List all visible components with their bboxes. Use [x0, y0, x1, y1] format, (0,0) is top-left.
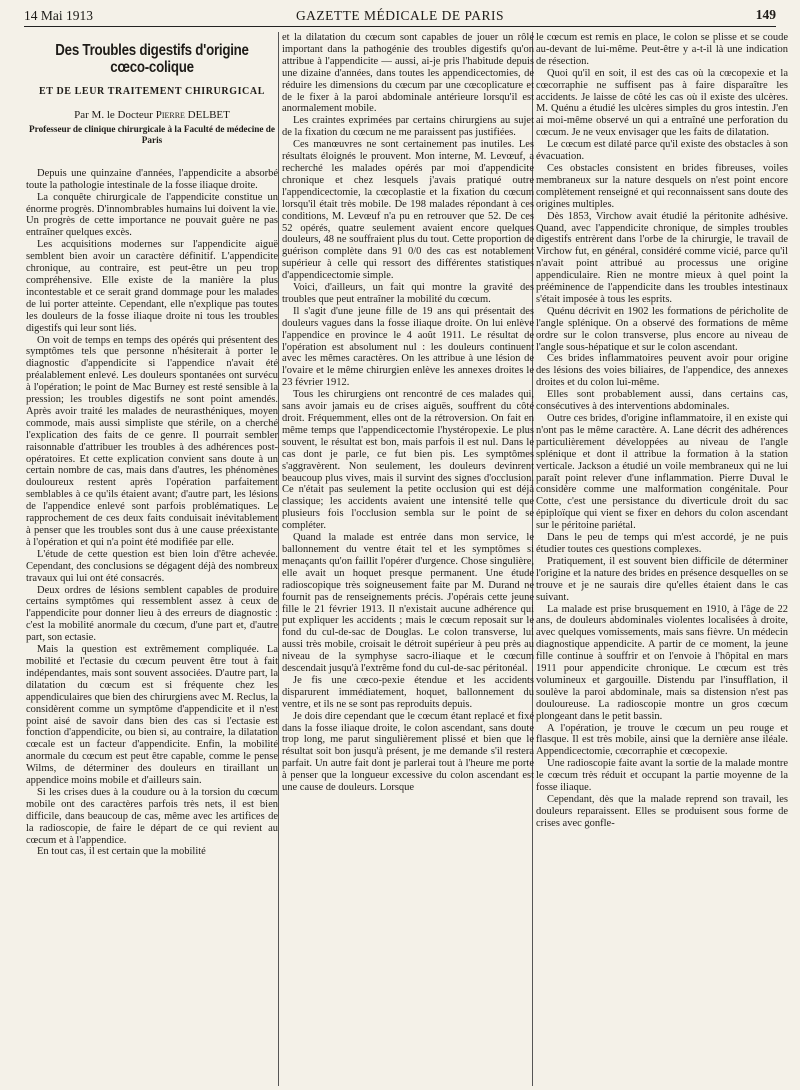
journal-title: GAZETTE MÉDICALE DE PARIS: [295, 8, 505, 23]
paragraph: Pratiquement, il est souvent bien difficile de déterminer l'origine et la nature des brides en présence desquelles on se trouve et je ne saurais dire qu'elles étaient dans le cas suivant.: [536, 555, 788, 603]
text-column-1: [26, 32, 278, 1086]
paragraph: Elles sont probablement aussi, dans certains cas, consécutives à des interventions abdominales.: [536, 389, 788, 413]
column-body: [282, 32, 534, 794]
column-body: [536, 32, 788, 830]
paragraph: Voici, d'ailleurs, un fait qui montre la gravité des troubles que peut entraîner la mobilité du cœcum.: [282, 282, 534, 305]
author-prefix: Par M. le Docteur: [74, 108, 156, 121]
paragraph: Tous les chirurgiens ont rencontré de ces malades qui, sans avoir jamais eu de crises aiguës, souffrent du côté droit. Fréquemment, elles ont de la rétroversion. On fait en même temps que l'appendicectomie l'hystéropexie. Le plus souvent, le résultat est bon, mais parfois il est nul. Dans le cas dont je parle, ce fut bien pis. Les symptômes s'aggravèrent. Non seulement, les douleurs devinrent beaucoup plus vives, mais il survint des signes d'occlusion. Ce n'était pas seulement la petite occlusion qui est déjà classique; les accidents avaient une intensité telle que plusieurs fois l'occlusion sembla sur le point de se compléter.: [282, 389, 534, 532]
text-column-2: [282, 32, 534, 1086]
paragraph: Quénu décrivit en 1902 les formations de péricholite de l'angle splénique. On a observé des formations de même ordre sur le colon transverse, plus encore au niveau de l'angle sous-hépatique et sur le colon ascendant.: [536, 305, 788, 353]
article-author: [26, 110, 278, 122]
paragraph: Depuis une quinzaine d'années, l'appendicite a absorbé toute la pathologie intestinale de la fosse iliaque droite.: [26, 167, 278, 191]
paragraph: La malade est prise brusquement en 1910, à l'âge de 22 ans, de douleurs abdominales violentes localisées à droite, avec quelques vomissements, mais sans fièvre. Un médecin diagnostique appendicite. A partir de ce moment, la jeune fille continue à souffrir et on l'envoie à l'hôpital en mars 1911 pour appendicite chronique. Le cœcum est très volumineux et gargouille. Distendu par l'insufflation, il soulève la paroi abdominale, mais sa distension n'est pas douloureuse. La radioscopie montre un gros cœcum plongeant dans le petit bassin.: [536, 603, 788, 722]
paragraph: Cependant, dès que la malade reprend son travail, les douleurs reparaissent. Elles se produisent sous forme de crises avec gonfle-: [536, 794, 788, 829]
text-column-3: [536, 32, 788, 1086]
paragraph: Dès 1853, Virchow avait étudié la péritonite adhésive. Quand, avec l'appendicite chronique, de simples troubles digestifs entrèrent dans l'orbe de la chirurgie, le travail de Virchow fut, en général, considéré comme vicié, parce qu'il n'avait point attribué au processus une origine appendiculaire. Rien ne montre mieux à quel point la prééminence de l'appendicite dans les troubles intestinaux s'était imposée à tous les esprits.: [536, 210, 788, 305]
paragraph: On voit de temps en temps des opérés qui présentent des symptômes tels que personne n'hésiterait à porter le diagnostic d'appendicite si l'appendice n'avait été préalablement enlevé. Les douleurs spontanées ont survécu à l'opération; le point de Mac Burney est resté sensible à la pression; les troubles digestifs ne sont point amendés. Après avoir traité les malades de neurasthéniques, moyen commode, mais aussi simpliste que stérile, on a cherché l'explication des faits de ce genre. Il pourrait sembler raisonnable d'attribuer les troubles à des adhérences post-opératoires. Et cette explication convient sans doute à un certain nombre de cas, mais dans d'autres, les phénomènes douloureux restent après l'opération parfaitement semblables à ce qu'ils étaient avant; d'autre part, les lésions de l'appendice enlevé sont parfois problématiques. Le rapprochement de ces deux faits conduisait inévitablement à penser que les troubles sont dus à une cause préexistante à l'opération et qui n'a point été modifiée par elle.: [26, 334, 278, 548]
paragraph: Les acquisitions modernes sur l'appendicite aiguë semblent bien avoir un caractère définitif. L'appendicite chronique, au contraire, est peut-être un peu trop compréhensive. Elle existe de la manière la plus incontestable et ce serait grand dommage pour les malades de lui porter atteinte. Cependant, elle n'explique pas toutes les douleurs de la fosse iliaque droite ni tous les troubles digestifs qui leur sont liés.: [26, 239, 278, 334]
paragraph: Une radioscopie faite avant la sortie de la malade montre le cœcum très réduit et occupant la partie moyenne de la fosse iliaque.: [536, 758, 788, 794]
page-number: 149: [755, 7, 776, 22]
paragraph: Je fis une cœco-pexie étendue et les accidents disparurent immédiatement, hoquet, ballonnement du ventre, et ils ne se sont pas reproduits depuis.: [282, 674, 534, 710]
author-affiliation: Professeur de clinique chirurgicale à la Faculté de médecine de Paris: [29, 123, 275, 145]
paragraph: Mais la question est extrêmement compliquée. La mobilité et l'ectasie du cœcum peuvent être tout à fait indépendantes, mais sont souvent associées. D'autre part, la dilatation du cœcum est si fréquente chez les appendiculaires que bien des chirurgiens avec M. Reclus, la considèrent comme un symptôme d'appendicite et il n'est point aisé de savoir dans bien des cas si l'ectasie est fonction d'appendicite, ou bien si, au contraire, la dilatation cœcale est un facteur d'appendicite. Enfin, la mobilité anormale du cœcum est peut être capable, comme le pense Wilms, de déterminer des douleurs en tiraillant un appendice moins mobile et d'ailleurs sain.: [26, 644, 278, 787]
paragraph: La conquête chirurgicale de l'appendicite constitue un énorme progrès. D'innombrables humains lui doivent la vie. Un progrès de cette importance ne pouvait guère ne pas entraîner quelques excès.: [26, 191, 278, 239]
page-header: [24, 4, 776, 27]
paragraph: Le cœcum est dilaté parce qu'il existe des obstacles à son évacuation.: [536, 139, 788, 163]
issue-date: 14 Mai 1913: [24, 8, 93, 23]
paragraph: A l'opération, je trouve le cœcum un peu rouge et flasque. Il est très mobile, ainsi que la dernière anse iléale. Appendicectomie, cœcorraphie et cœcopexie.: [536, 722, 788, 758]
article-title: Des Troubles digestifs d'origine cœco-colique: [55, 42, 249, 76]
paragraph: Ces brides inflammatoires peuvent avoir pour origine des lésions des voies biliaires, de l'appendice, des annexes droites et du colon lui-même.: [536, 353, 788, 389]
column-body: [26, 168, 278, 859]
paragraph: Je dois dire cependant que le cœcum étant replacé et fixé dans la fosse iliaque droite, le colon ascendant, sans doute trop long, me parut singulièrement plissé et bien que le résultat soit bon jusqu'à présent, je me demande s'il restera parfait. Un autre fait dont je parlerai tout à l'heure me porte à penser que la longueur excessive du colon ascendant est une cause de douleurs. Lorsque: [282, 710, 534, 794]
author-name: Pierre DELBET: [155, 108, 230, 121]
paragraph: Il s'agit d'une jeune fille de 19 ans qui présentait des douleurs vagues dans la fosse iliaque droite. On lui enlève l'appendice en province le 4 août 1911. Le résultat de l'opération est absolument nul : les douleurs continuent avec les mêmes caractères. On les attribue à une lésion de l'ovaire et le même chirurgien enlève les annexes droites le 23 février 1912.: [282, 305, 534, 389]
paragraph: Quand la malade est entrée dans mon service, le ballonnement du ventre était tel et les symptômes si menaçants qu'on faillit l'opérer d'urgence. Chose singulière, elle avait un hoquet presque permanent. Une étude radioscopique très soigneusement faite par M. Durand ne fournit pas de renseignements précis. J'opérais cette jeune fille le 21 février 1913. Il n'existait aucune adhérence qui put expliquer les accidents ; mais le cœcum reposait sur le fond du cul-de-sac de Douglas. Le colon transverse, lui aussi très mobile, croisait le détroit supérieur à peu près au niveau de la symphyse sacro-iliaque et le cœcum descendait jusqu'à l'extrême fond du cul-de-sac péritonéal.: [282, 532, 534, 675]
column-divider: [278, 32, 279, 1086]
paragraph: Dans le peu de temps qui m'est accordé, je ne puis étudier toutes ces questions complexes.: [536, 532, 788, 555]
paragraph: En tout cas, il est certain que la mobilité: [37, 846, 206, 858]
paragraph: Ces manœuvres ne sont certainement pas inutiles. Les résultats éloignés le prouvent. Mon interne, M. Levœuf, a recherché les malades opérés par moi d'appendicite chronique et chez lesquels j'avais pratiqué outre l'appendicectomie, la cœcoplastie et la fixation du cœcum lorsqu'il était très mobile. De 198 malades répondant à ces conditions, M. Levœuf n'a pu en retrouver que 52. De ces 52 opérés, quatre seulement avaient encore quelques douleurs, 48 ne souffraient plus du tout. Cette proportion de guérison complète dans 91 0/0 des cas est notablement supérieur à celle qui ressort des différentes statistiques d'appendicectomie simple.: [282, 139, 534, 282]
paragraph: Les craintes exprimées par certains chirurgiens au sujet de la fixation du cœcum ne me paraissent pas justifiées.: [282, 115, 534, 139]
article-subtitle: ET DE LEUR TRAITEMENT CHIRURGICAL: [39, 86, 265, 97]
paragraph: Si les crises dues à la coudure ou à la torsion du cœcum mobile ont des caractères parfois très nets, il est bien difficile, dans beaucoup de cas, même avec les artifices de la radioscopie, de faire le départ de ce qui revient au cœcum et à l'appendice.: [26, 786, 278, 846]
paragraph: Quoi qu'il en soit, il est des cas où la cœcopexie et la cœcorraphie ne suffisent pas à faire disparaître les accidents. Je laisse de côté les cas où il existe des ulcères. M. Quénu a étudié les ulcères simples du gros intestin. J'en ai moi-même observé un qui a entraîné une perforation du cœcum. Je ne veux envisager que les faits de dilatation.: [536, 67, 788, 139]
paragraph: Deux ordres de lésions semblent capables de produire certains symptômes qui ressemblent assez à ceux de l'appendicite pour donner lieu à des erreurs de diagnostic : c'est la mobilité anormale du cœcum, d'une part et, d'autre part, son ectasie.: [26, 584, 278, 644]
paragraph: et la dilatation du cœcum sont capables de jouer un rôle important dans la pathogénie des troubles digestifs qu'on attribue à l'appendicite — aussi, ai-je pris l'habitude depuis une dizaine d'années, dans toutes les appendicectomies, de réduire les dimensions du cœcum par une cœcoplicature et de le fixer à la paroi abdominale antérieure lorsqu'il est anormalement mobile.: [282, 32, 534, 115]
paragraph: le cœcum est remis en place, le colon se plisse et se coude au-devant de lui-même. Peut-être y a-t-il là une indication de résection.: [536, 32, 788, 67]
paragraph: Outre ces brides, d'origine inflammatoire, il en existe qui n'ont pas le même caractère. A. Lane décrit des adhérences particulièrement développées au niveau de l'angle splénique et dont il attribue la formation à la station verticale. Jackson a étudié un voile membraneux qui ne lui paraît point relever d'une inflammation. Pierre Duval le considère comme une malformation congénitale. Pour Cotte, c'est une persistance du diverticule droit du sac épiploïque qui vient se fixer en dehors du colon ascendant sur le péritoine pariétal.: [536, 413, 788, 532]
paragraph: Ces obstacles consistent en brides fibreuses, voiles membraneux sur la nature desquels on n'est point encore complètement renseigné et qui reconnaissent sans doute des origines multiples.: [536, 162, 788, 210]
paragraph: L'étude de cette question est bien loin d'être achevée. Cependant, des conclusions se dégagent déjà des nombreux travaux qui lui ont été consacrés.: [26, 548, 278, 584]
